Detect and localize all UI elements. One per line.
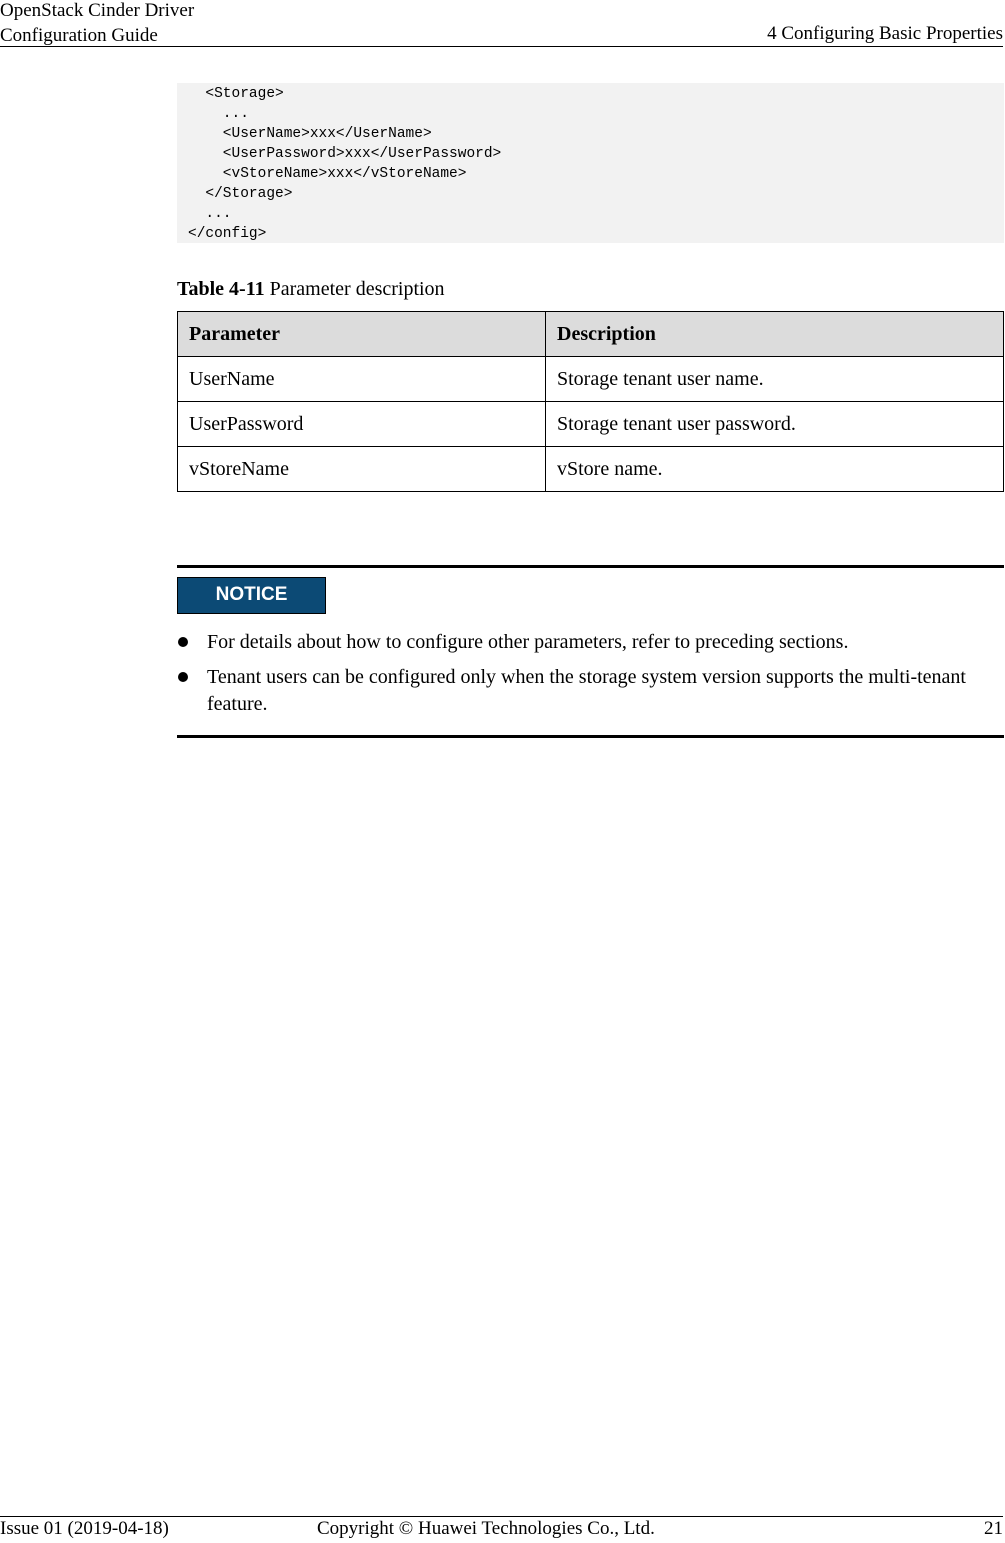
cell-description: Storage tenant user password. <box>546 402 1004 447</box>
table-row <box>178 357 1004 402</box>
doc-title <box>0 0 194 48</box>
table-row <box>178 447 1004 492</box>
bullet-icon <box>178 637 188 647</box>
notice-top-rule <box>177 565 1004 568</box>
copyright: Copyright © Huawei Technologies Co., Ltd. <box>317 1518 655 1539</box>
table-caption-text: Parameter description <box>269 278 445 300</box>
cell-description: vStore name. <box>546 447 1004 492</box>
cell-parameter: vStoreName <box>178 447 546 492</box>
page-footer <box>0 1516 1003 1543</box>
page-number: 21 <box>984 1518 1003 1539</box>
doc-title-line2: Configuration Guide <box>0 25 158 46</box>
table-header-row <box>178 312 1004 357</box>
table-caption <box>177 276 445 302</box>
code-line: <Storage> <box>188 86 284 102</box>
page-header <box>0 0 1003 47</box>
column-header-description: Description <box>546 312 1004 357</box>
code-line: <UserName>xxx</UserName> <box>188 126 432 142</box>
column-header-parameter: Parameter <box>178 312 546 357</box>
chapter-title: 4 Configuring Basic Properties <box>767 23 1003 44</box>
notice-bottom-rule <box>177 735 1004 738</box>
doc-title-line1: OpenStack Cinder Driver <box>0 0 195 21</box>
notice-item-text: Tenant users can be configured only when the storage system version supports the multi-tenant feature. <box>207 666 966 715</box>
code-line: <vStoreName>xxx</vStoreName> <box>188 166 467 182</box>
code-line: </config> <box>188 226 267 242</box>
code-line: </Storage> <box>188 186 293 202</box>
table-row <box>178 402 1004 447</box>
cell-parameter: UserPassword <box>178 402 546 447</box>
table-caption-number: Table 4-11 <box>177 278 265 300</box>
list-item <box>177 664 977 718</box>
issue-info: Issue 01 (2019-04-18) <box>0 1518 169 1539</box>
code-block <box>177 83 1004 243</box>
cell-description: Storage tenant user name. <box>546 357 1004 402</box>
code-line: ... <box>188 106 249 122</box>
parameter-table <box>177 311 1004 492</box>
bullet-icon <box>178 672 188 682</box>
code-line: <UserPassword>xxx</UserPassword> <box>188 146 502 162</box>
cell-parameter: UserName <box>178 357 546 402</box>
list-item <box>177 629 977 656</box>
notice-badge: NOTICE <box>177 577 326 614</box>
code-line: ... <box>188 206 232 222</box>
notice-list <box>177 629 977 726</box>
notice-item-text: For details about how to configure other parameters, refer to preceding sections. <box>207 631 849 653</box>
